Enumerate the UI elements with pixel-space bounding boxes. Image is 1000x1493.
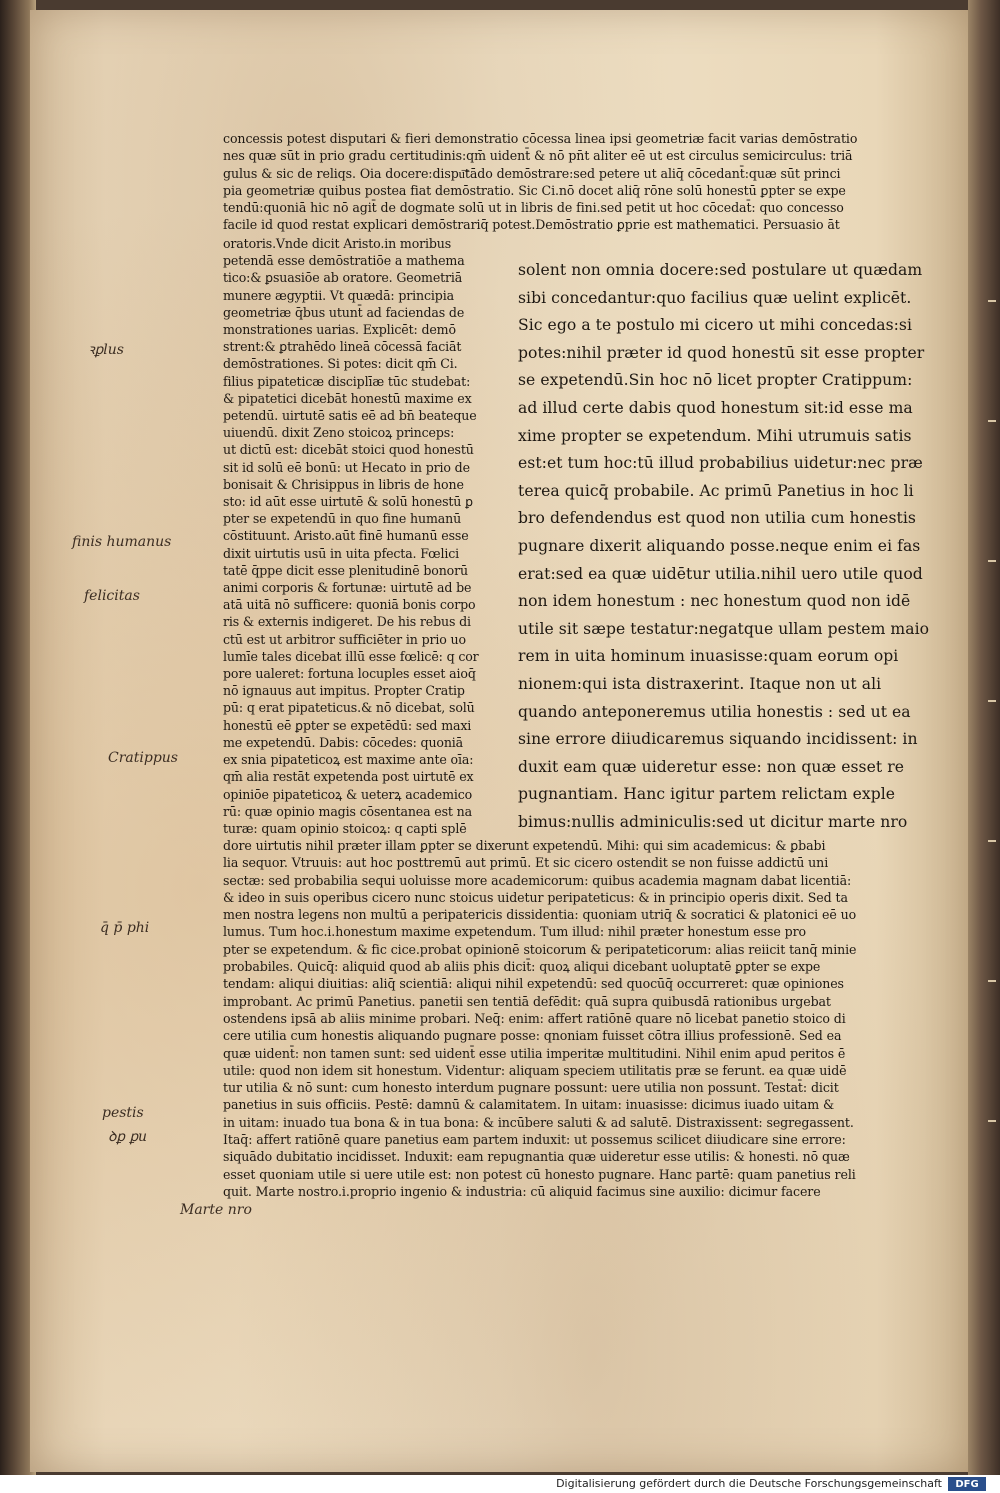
commentary-line: dore uirtutis nihil præter illam ꝑpter se dixerunt expetendū. Mihi: qui sim academicus: & ꝑbabi (223, 838, 826, 853)
commentary-line: animi corporis & fortunæ: uirtutē ad be (223, 580, 472, 596)
commentary-line: pter se expetendū in quo fine humanū (223, 511, 462, 527)
main-text-line: rem in uita hominum inuasisse:quam eorum opi (518, 647, 899, 666)
commentary-line: honestū eē ꝑpter se expetēdū: sed maxi (223, 717, 472, 733)
commentary-line: cōstituunt. Aristo.aūt finē humanū esse (223, 528, 469, 544)
marginal-note: finis humanus (72, 534, 172, 550)
commentary-line: sit id solū eē bonū: ut Hecato in prio de (223, 459, 470, 475)
main-text-line: xime propter se expetendum. Mihi utrumuis satis (518, 426, 912, 445)
commentary-line: pia geometriæ quibus postea fiat demōstratio. Sic Ci.nō docet aliq̄ rōne solū honestū ꝑpter se expe (223, 182, 846, 198)
commentary-line: pū: q erat pipateticus.& nō dicebat, solū (223, 700, 475, 716)
commentary-line: monstrationes uarias. Explicēt: demō (223, 322, 456, 338)
commentary-line: ris & externis indigeret. De his rebus di (223, 614, 471, 630)
commentary-line: improbant. Ac primū Panetius. panetii sen tentiā defēdit: quā supra quibusdā rationibus urgebat (223, 993, 831, 1009)
commentary-line: filius pipateticæ disciplīæ tūc studebat: (223, 373, 471, 389)
commentary-line: ex snia pipateticoꝝ est maxime ante oīa: (223, 752, 474, 768)
main-text-line: pugnare dixerit aliquando posse.neque enim ei fas (518, 536, 921, 555)
commentary-line: tatē q̄ppe dicit esse plenitudinē bonorū (223, 562, 468, 578)
commentary-line: tendam: aliqui diuitias: aliq̄ scientiā: aliqui nihil expetendū: sed quocūq̄ occurreret: quæ opiniones (223, 976, 844, 992)
commentary-line: turæ: quam opinio stoicoꝝ: q capti splē (223, 820, 467, 836)
commentary-line: sectæ: sed probabilia sequi uoluisse more academicorum: quibus academia magnam dabat licentiā: (223, 872, 852, 888)
commentary-line: probabiles. Quicq̄: aliquid quod ab aliis phis dicit̄: quoꝝ aliqui dicebant uoluptatē ꝑpter se expe (223, 959, 821, 975)
commentary-line: ctū est ut arbitror sufficiēter in prio uo (223, 631, 466, 647)
main-text-line: sine errore diiudicaremus siquando incidissent: in (518, 730, 918, 749)
main-text-line: se expetendū.Sin hoc nō licet propter Cratippum: (518, 371, 913, 390)
main-text-line: potes:nihil præter id quod honestū sit esse propter (518, 343, 925, 362)
commentary-line: lumus. Tum hoc.i.honestum maxime expetendum. Tum illud: nihil præter honestum esse pro (223, 924, 806, 940)
funding-credit: Digitalisierung gefördert durch die Deutsche Forschungsgemeinschaft (556, 1477, 942, 1490)
commentary-line: bonisait & Chrisippus in libris de hone (223, 476, 464, 492)
dfg-logo: DFG (948, 1477, 986, 1491)
commentary-line: & pipatetici dicebāt honestū maxime ex (223, 390, 472, 406)
footer-bar (0, 1475, 1000, 1493)
commentary-line: & ideo in suis operibus cicero nunc stoicus uidetur peripateticus: & in principio operis dixit. Sed ta (223, 889, 848, 905)
commentary-line: tico:& ꝑsuasiōe ab oratore. Geometriā (223, 270, 463, 286)
commentary-line: facile id quod restat explicari demōstrariq̄ potest.Demōstratio ꝑprie est mathematici. Persuasio āt (223, 217, 840, 233)
main-text-line: solent non omnia docere:sed postulare ut quædam (518, 261, 923, 279)
commentary-line: concessis potest disputari & fieri demonstratio cōcessa linea ipsi geometriæ facit varias demōstratio (223, 131, 858, 146)
main-text-line: est:et tum hoc:tū illud probabilius uidetur:nec præ (518, 454, 923, 473)
commentary-line: pter se expetendum. & fic cice.probat opinionē stoicorum & peripateticorum: alias reiicit tanq̄ minie (223, 941, 857, 957)
commentary-line: opiniōe pipateticoꝝ & ueterꝝ academico (223, 786, 473, 802)
marginal-note: pestis (102, 1105, 144, 1121)
commentary-line: tur utilia & nō sunt: cum honesto interdum pugnare possunt: uere utilia non possunt. Testat̄: dicit (223, 1080, 839, 1096)
main-text-column (518, 257, 929, 836)
commentary-line: petendū. uirtutē satis eē ad bn̄ beateque (223, 408, 477, 424)
commentary-line: nō ignauus aut impitus. Propter Cratip (223, 683, 465, 699)
commentary-line: nes quæ sūt in prio gradu certitudinis:qm̄ uident̄ & nō pn̄t aliter eē ut est circulus semicirculus: triā (223, 148, 853, 164)
commentary-line: quæ uident̄: non tamen sunt: sed uident̄ esse utilia imperitæ multitudini. Nihil enim apud peritos ē (223, 1045, 846, 1061)
commentary-line: siquādo dubitatio incidisset. Induxit: eam repugnantia quæ uideretur esse utilis: & honesti. nō quæ (223, 1149, 850, 1165)
commentary-left-column (223, 235, 479, 837)
page-stack-edge (968, 0, 1000, 1480)
marginal-note: Marte nro (180, 1202, 252, 1218)
main-text-line: utile sit sæpe testatur:negatque ullam pestem maio (518, 619, 930, 638)
commentary-line: Itaq̄: affert ratiōnē quare panetius eam partem induxit: ut possemus scilicet diiudicare sine errore: (223, 1132, 846, 1148)
commentary-line: strent:& ꝑtrahēdo lineā cōcessā faciāt (223, 339, 462, 355)
main-text-line: nionem:qui ista distraxerint. Itaque non ut ali (518, 674, 882, 693)
main-text-line: erat:sed ea quæ uidētur utilia.nihil uero utile quod (518, 564, 923, 583)
main-text-line: terea quicq̄ probabile. Ac primū Panetius in hoc li (518, 481, 914, 500)
commentary-line: pore ualeret: fortuna locuples esset aioq̄ (223, 666, 476, 682)
main-text-line: bimus:nullis adminiculis:sed ut dicitur marte nro (518, 812, 908, 831)
commentary-line: panetius in suis officiis. Pestē: damnū & calamitatem. In uitam: inuasisse: dicimus iuado uitam & (223, 1097, 835, 1113)
commentary-line: ut dictū est: dicebāt stoici quod honestū (223, 442, 474, 458)
commentary-bottom (223, 837, 856, 1200)
commentary-line: me expetendū. Dabis: cōcedes: quoniā (223, 734, 464, 750)
commentary-line: qm̄ alia restāt expetenda post uirtutē ex (223, 769, 474, 785)
commentary-line: esset quoniam utile si uere utile est: non potest cū honesto pugnare. Hanc partē: quam panetius reli (223, 1166, 856, 1182)
book-page (30, 10, 970, 1472)
main-text-line: Sic ego a te postulo mi cicero ut mihi concedas:si (518, 316, 913, 335)
commentary-line: ostendens ipsā ab aliis minime probari. Neq̄: enim: affert ratiōnē quare nō licebat panetio stoico di (223, 1010, 846, 1026)
commentary-line: men nostra legens non multū a peripatericis dissidentia: quoniam utriq̄ & socratici & platonici eē uo (223, 907, 857, 923)
marginal-note: felicitas (84, 588, 140, 604)
commentary-top (223, 130, 857, 234)
commentary-line: sto: id aūt esse uirtutē & solū honestū ꝑ (223, 494, 473, 510)
main-text-line: ad illud certe dabis quod honestum sit:id esse ma (518, 398, 913, 417)
commentary-line: cere utilia cum honestis aliquando pugnare posse: qnoniam fuisset cōtra illius professionē. Sed ea (223, 1028, 842, 1044)
commentary-line: petendā esse demōstratiōe a mathema (223, 253, 465, 269)
commentary-line: quit. Marte nostro.i.proprio ingenio & industria: cū aliquid facimus sine auxilio: dicimur facere (223, 1183, 821, 1199)
commentary-line: oratoris.Vnde dicit Aristo.in moribus (223, 236, 452, 251)
main-text-line: sibi concedantur:quo facilius quæ uelint explicēt. (518, 288, 912, 307)
commentary-line: dixit uirtutis usū in uita pfecta. Fœlici (223, 545, 460, 561)
marginal-note: Cratippus (108, 750, 178, 766)
commentary-line: utile: quod non idem sit honestum. Videntur: aliquam speciem utilitatis præ se ferunt. ea quæ uidē (223, 1062, 847, 1078)
main-text-line: bro defendendus est quod non utilia cum honestis (518, 509, 916, 528)
commentary-line: munere ægyptii. Vt quædā: principia (223, 287, 454, 303)
commentary-line: demōstrationes. Si potes: dicit qm̄ Ci. (223, 356, 458, 372)
commentary-line: lia sequor. Vtruuis: aut hoc posttremū aut primū. Et sic cicero ostendit se non fuisse addictū uni (223, 855, 829, 871)
marginal-note: ꝺꝑ ꝑu (108, 1129, 148, 1145)
commentary-line: lumīe tales dicebat illū esse fœlicē: q cor (223, 648, 479, 664)
commentary-line: geometriæ q̄bus utunt̄ ad faciendas de (223, 304, 465, 320)
main-text-line: quando anteponeremus utilia honestis : sed ut ea (518, 702, 911, 721)
commentary-line: rū: quæ opinio magis cōsentanea est na (223, 803, 472, 819)
commentary-line: in uitam: inuado tua bona & in tua bona: & incūbere saluti & ad salutē. Distraxissent: segregassent. (223, 1114, 854, 1130)
main-text-line: pugnantiam. Hanc igitur partem relictam exple (518, 785, 896, 804)
commentary-line: uiuendū. dixit Zeno stoicoꝝ princeps: (223, 425, 455, 441)
commentary-line: gulus & sic de reliqs. Oia docere:dispu͞tādo demōstrare:sed petere ut aliq̄ cōcedant̄:quæ sūt princi (223, 165, 841, 181)
commentary-line: atā uitā nō sufficere: quoniā bonis corpo (223, 597, 476, 613)
main-text-line: non idem honestum : nec honestum quod non idē (518, 592, 911, 611)
main-text-line: duxit eam quæ uideretur esse: non quæ esset re (518, 757, 904, 776)
marginal-note: q̄ p̄ phi (100, 920, 150, 936)
commentary-line: tendū:quoniā hic nō agit̄ de dogmate solū ut in libris de fini.sed petit ut hoc cōcedat̄: quo concesso (223, 200, 844, 216)
marginal-note: ꝛꝑlus (88, 342, 124, 358)
